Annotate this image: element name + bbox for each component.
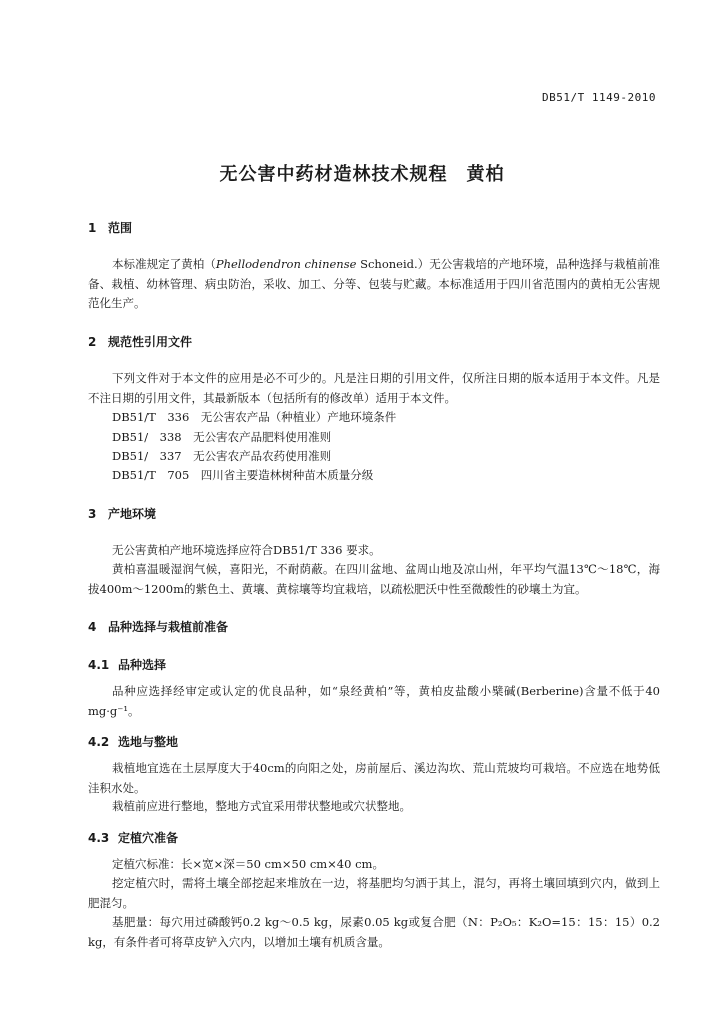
section-title: 规范性引用文件: [108, 335, 193, 349]
subsection-number: 4.3: [88, 831, 110, 845]
reference-item: DB51/ 337 无公害农产品农药使用准则: [112, 449, 332, 463]
subsection-4-3-paragraph-1: 定植穴标准：长×宽×深＝50 cm×50 cm×40 cm。: [112, 857, 384, 871]
subsection-4-3-paragraph-3: 基肥量：每穴用过磷酸钙0.2 kg～0.5 kg，尿素0.05 kg或复合肥（N：P₂O₅：K₂O=15：15：15）0.2 kg，有条件者可将草皮铲入穴内，以增加土壤有机质含量。: [88, 915, 660, 949]
text-fragment: Schoneid.）无公害栽培的产地环境，品种选择与栽植前准备、栽植、幼林管理、病虫防治，采收、加工、分等、包装与贮藏。本标准适用于四川省范围内的黄柏无公害规范化生产。: [88, 257, 660, 310]
subsection-4-1-heading: [88, 656, 166, 673]
section-number: 1: [88, 221, 97, 235]
subsection-title: 选地与整地: [118, 735, 179, 749]
section-title: 品种选择与栽植前准备: [108, 620, 229, 634]
reference-item: DB51/ 338 无公害农产品肥料使用准则: [112, 430, 332, 444]
reference-item: DB51/T 336 无公害农产品（种植业）产地环境条件: [112, 410, 397, 424]
subsection-4-3-heading: [88, 829, 178, 846]
section-number: 3: [88, 507, 97, 521]
section-number: 2: [88, 335, 97, 349]
section-title: 产地环境: [108, 507, 157, 521]
subsection-4-2-heading: [88, 733, 178, 750]
section-3-heading: [88, 505, 156, 522]
document-title: 无公害中药材造林技术规程 黄柏: [219, 164, 505, 185]
subsection-4-3-paragraph-2: 挖定植穴时，需将土壤全部挖起来堆放在一边，将基肥均匀洒于其上，混匀，再将土壤回填到穴内，做到上肥混匀。: [88, 876, 660, 910]
subsection-4-2-paragraph-2: 栽植前应进行整地，整地方式宜采用带状整地或穴状整地。: [112, 799, 411, 813]
reference-item: DB51/T 705 四川省主要造林树种苗木质量分级: [112, 468, 374, 482]
section-1-heading: [88, 219, 132, 236]
subsection-4-1-paragraph: 品种应选择经审定或认定的优良品种，如“泉经黄柏”等，黄柏皮盐酸小檗碱(Berberine)含量不低于40 mg·g⁻¹。: [88, 684, 660, 718]
section-3-paragraph-2: 黄柏喜温暖湿润气候，喜阳光，不耐荫蔽。在四川盆地、盆周山地及凉山州，年平均气温13℃～18℃，海拔400m～1200m的紫色土、黄壤、黄棕壤等均宜栽培，以疏松肥沃中性至微酸性的砂壤土为宜。: [88, 562, 660, 596]
text-fragment: 本标准规定了黄柏（: [112, 257, 216, 271]
section-number: 4: [88, 620, 97, 634]
section-4-heading: [88, 618, 228, 635]
section-3-paragraph-1: 无公害黄柏产地环境选择应符合DB51/T 336 要求。: [112, 543, 381, 557]
subsection-title: 定植穴准备: [118, 831, 179, 845]
section-1-paragraph: [88, 255, 660, 314]
section-title: 范围: [108, 221, 133, 235]
section-2-heading: [88, 333, 192, 350]
section-2-paragraph: 下列文件对于本文件的应用是必不可少的。凡是注日期的引用文件，仅所注日期的版本适用于本文件。凡是不注日期的引用文件，其最新版本（包括所有的修改单）适用于本文件。: [88, 371, 660, 405]
subsection-title: 品种选择: [118, 658, 167, 672]
standard-code: DB51/T 1149-2010: [542, 91, 656, 104]
subsection-number: 4.2: [88, 735, 110, 749]
latin-name: Phellodendron chinense: [215, 257, 357, 271]
subsection-4-2-paragraph-1: 栽植地宜选在土层厚度大于40cm的向阳之处，房前屋后、溪边沟坎、荒山荒坡均可栽培。不应选在地势低洼积水处。: [88, 761, 660, 795]
subsection-number: 4.1: [88, 658, 110, 672]
